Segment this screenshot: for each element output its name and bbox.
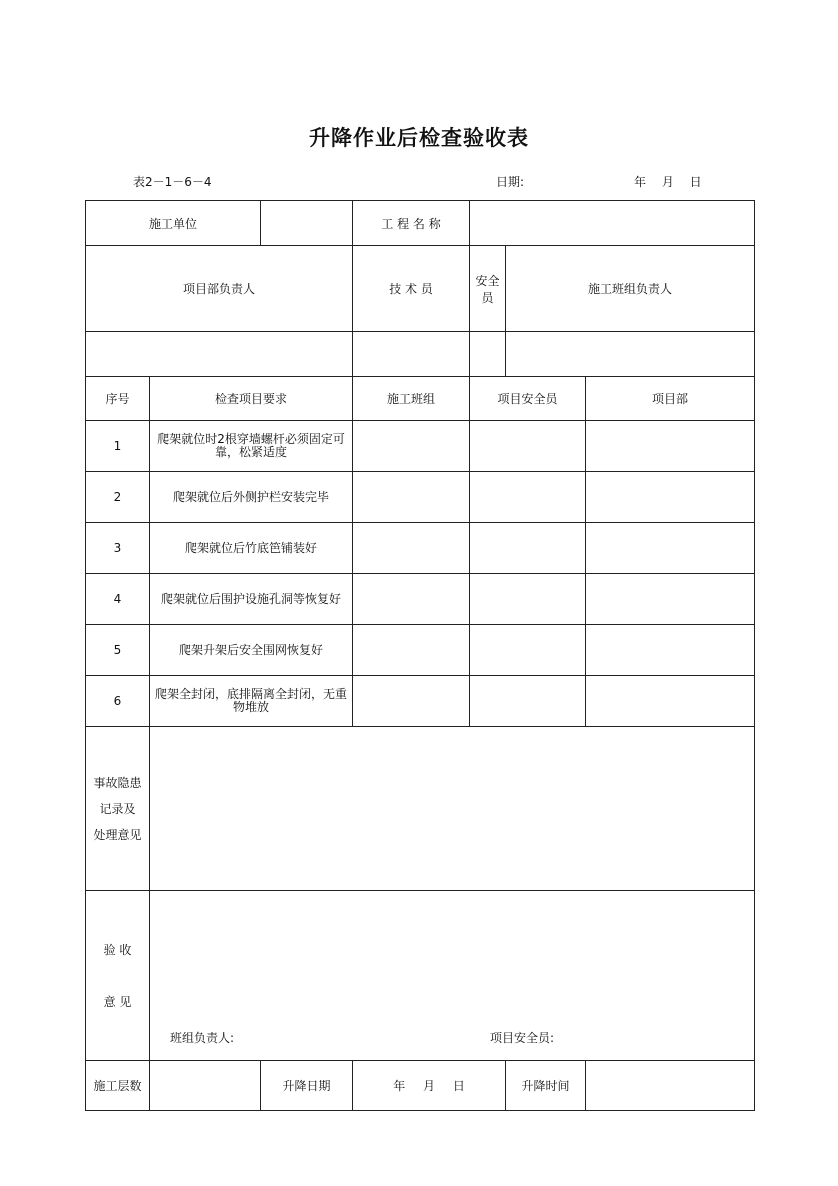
construction-unit-label: 施工单位 [86, 201, 261, 246]
team-leader-sign[interactable] [506, 332, 755, 377]
item-no: 3 [86, 523, 150, 574]
safety-check-cell[interactable] [470, 676, 586, 727]
lift-date-label: 升降日期 [261, 1061, 353, 1111]
item-requirement: 爬架升架后安全围网恢复好 [150, 625, 353, 676]
accident-notes-area[interactable] [150, 727, 755, 891]
safety-check-cell[interactable] [470, 421, 586, 472]
team-check-cell[interactable] [353, 472, 470, 523]
item-no: 4 [86, 574, 150, 625]
safety-check-cell[interactable] [470, 523, 586, 574]
safety-officer-sign[interactable] [470, 332, 506, 377]
dept-check-cell[interactable] [586, 625, 755, 676]
acceptance-label-line: 意 见 [103, 994, 132, 1009]
safety-check-cell[interactable] [470, 574, 586, 625]
team-check-cell[interactable] [353, 523, 470, 574]
requirement-header: 检查项目要求 [150, 377, 353, 421]
dept-check-cell[interactable] [586, 523, 755, 574]
dept-check-cell[interactable] [586, 574, 755, 625]
team-check-cell[interactable] [353, 421, 470, 472]
dept-check-cell[interactable] [586, 472, 755, 523]
team-leader-signature-label: 班组负责人: [170, 1031, 235, 1045]
project-dept-header: 项目部 [586, 377, 755, 421]
safety-check-cell[interactable] [470, 625, 586, 676]
page-title: 升降作业后检查验收表 [309, 126, 529, 150]
column-header-row [86, 377, 755, 421]
seq-header: 序号 [86, 377, 150, 421]
item-requirement: 爬架就位后外侧护栏安装完毕 [150, 472, 353, 523]
accident-row [86, 727, 755, 891]
table-row [86, 625, 755, 676]
floors-value[interactable] [150, 1061, 261, 1111]
acceptance-opinion-area[interactable] [150, 891, 755, 1061]
acceptance-row [86, 891, 755, 1061]
footer-row [86, 1061, 755, 1111]
technician-sign[interactable] [353, 332, 470, 377]
lift-time-value[interactable] [586, 1061, 755, 1111]
floors-label: 施工层数 [86, 1061, 150, 1111]
table-row [86, 472, 755, 523]
item-requirement: 爬架就位后竹底笆铺装好 [150, 523, 353, 574]
project-safety-signature-label: 项目安全员: [490, 1031, 555, 1045]
construction-unit-value[interactable] [261, 201, 353, 246]
table-row [86, 421, 755, 472]
technician-label: 技 术 员 [353, 246, 470, 332]
item-no: 2 [86, 472, 150, 523]
team-header: 施工班组 [353, 377, 470, 421]
safety-officer-label: 安全员 [470, 246, 506, 332]
lift-date-value[interactable]: 年 月 日 [353, 1061, 506, 1111]
item-requirement: 爬架就位后围护设施孔洞等恢复好 [150, 574, 353, 625]
project-name-label: 工 程 名 称 [353, 201, 470, 246]
table-row [86, 523, 755, 574]
accident-label-line: 记录及 [99, 801, 136, 816]
acceptance-label-line: 验 收 [103, 942, 132, 957]
project-manager-sign[interactable] [86, 332, 353, 377]
item-no: 1 [86, 421, 150, 472]
dept-check-cell[interactable] [586, 676, 755, 727]
project-name-value[interactable] [470, 201, 755, 246]
dept-check-cell[interactable] [586, 421, 755, 472]
date-ymd: 年 月 日 [634, 175, 702, 189]
item-requirement: 爬架就位时2根穿墙螺杆必须固定可靠，松紧适度 [150, 421, 353, 472]
safety-check-cell[interactable] [470, 472, 586, 523]
team-check-cell[interactable] [353, 676, 470, 727]
lift-time-label: 升降时间 [506, 1061, 586, 1111]
item-requirement: 爬架全封闭，底排隔离全封闭，无重物堆放 [150, 676, 353, 727]
form-code: 表2－1－6－4 [133, 175, 212, 189]
accident-label-line: 事故隐患 [93, 775, 142, 790]
table-row [86, 676, 755, 727]
acceptance-label [86, 891, 150, 1061]
table-row [86, 574, 755, 625]
accident-label [86, 727, 150, 891]
team-check-cell[interactable] [353, 625, 470, 676]
project-safety-header: 项目安全员 [470, 377, 586, 421]
item-no: 6 [86, 676, 150, 727]
accident-label-line: 处理意见 [93, 827, 142, 842]
team-leader-label: 施工班组负责人 [506, 246, 755, 332]
team-check-cell[interactable] [353, 574, 470, 625]
header-row [86, 201, 755, 246]
project-manager-label: 项目部负责人 [86, 246, 353, 332]
roles-sign-row [86, 332, 755, 377]
date-label: 日期: [496, 175, 525, 189]
inspection-form-table [85, 200, 755, 1111]
item-no: 5 [86, 625, 150, 676]
roles-row [86, 246, 755, 332]
